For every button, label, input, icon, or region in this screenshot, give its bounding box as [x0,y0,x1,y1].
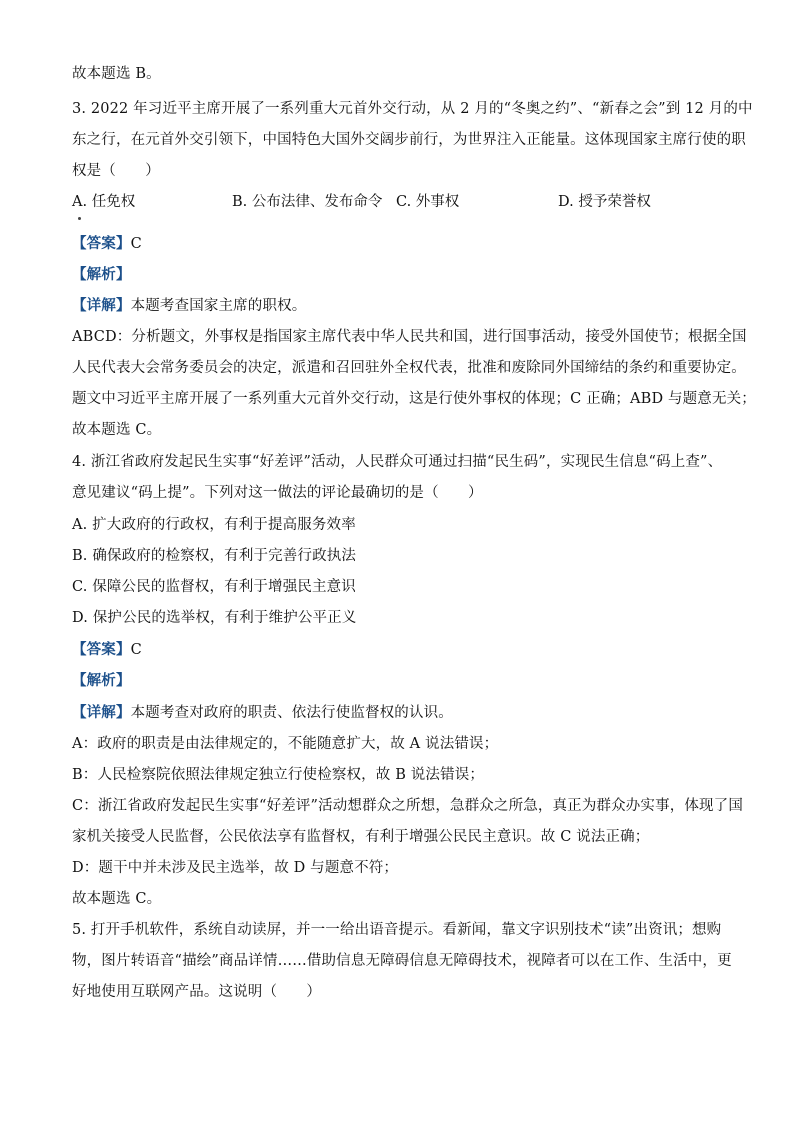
bullet-dot [78,217,81,220]
detail-text: 本题考查国家主席的职权。 [130,298,307,314]
question-5-stem: 5. 打开手机软件，系统自动读屏，并一一给出语音提示。看新闻，靠文字识别技术“读”出资讯；想购 [72,922,722,938]
option-c: C. 外事权 [396,194,460,210]
option-d: D. 保护公民的选举权，有利于维护公平正义 [72,610,357,626]
explanation-line: 故本题选 C。 [72,891,162,907]
analysis-tag: 【解析】 [72,267,131,283]
detail-tag: 【详解】 [72,298,131,314]
detail-tag: 【详解】 [72,705,131,721]
detail-line [72,703,732,723]
question-3-stem: 3. 2022 年习近平主席开展了一系列重大元首外交行动，从 2 月的“冬奥之约”、“新春之会”到 12 月的中 [72,101,753,117]
explanation-line: 家机关接受人民监督，公民依法享有监督权，有利于增强公民民主意识。故 C 说法正确； [72,829,650,845]
option-b: B. 确保政府的检察权，有利于完善行政执法 [72,548,357,564]
explanation-line: ABCD：分析题文，外事权是指国家主席代表中华人民共和国，进行国事活动，接受外国使节；根据全国 [72,329,747,345]
text-line: 故本题选 B。 [72,66,161,82]
option-c: C. 保障公民的监督权，有利于增强民主意识 [72,579,356,595]
analysis-tag: 【解析】 [72,673,131,689]
option-b: B. 公布法律、发布命令 [232,194,383,210]
question-5-stem: 物，图片转语音“描绘”商品详情……借助信息无障碍信息无障碍技术，视障者可以在工作、生活中，更 [72,953,732,969]
question-4-stem: 意见建议“码上提”。下列对这一做法的评论最确切的是（ ） [72,485,483,501]
option-a: A. 任免权 [72,194,136,210]
question-5-stem: 好地使用互联网产品。这说明（ ） [72,984,322,1000]
answer-value: C [130,236,142,252]
explanation-line: B：人民检察院依照法律规定独立行使检察权，故 B 说法错误； [72,767,485,783]
option-a: A. 扩大政府的行政权，有利于提高服务效率 [72,517,356,533]
option-d: D. 授予荣誉权 [558,194,651,210]
explanation-line: D：题干中并未涉及民主选举，故 D 与题意不符； [72,860,399,876]
answer-tag: 【答案】 [72,642,131,658]
answer-value: C [130,642,142,658]
detail-line [72,296,732,316]
answer-line [72,234,732,254]
answer-line [72,640,732,660]
analysis-heading [72,671,732,691]
explanation-line: 人民代表大会常务委员会的决定，派遣和召回驻外全权代表，批准和废除同外国缔结的条约和重要协定。 [72,360,746,376]
explanation-line: 题文中习近平主席开展了一系列重大元首外交行动，这是行使外事权的体现；C 正确；ABD 与题意无关； [72,391,756,407]
question-4-stem: 4. 浙江省政府发起民生实事“好差评”活动，人民群众可通过扫描“民生码”，实现民生信息“码上查”、 [72,454,723,470]
explanation-line: C：浙江省政府发起民生实事“好差评”活动想群众之所想，急群众之所急，真正为群众办实事，体现了国 [72,798,743,814]
question-3-stem: 权是（ ） [72,163,160,179]
detail-text: 本题考查对政府的职责、依法行使监督权的认识。 [130,705,453,721]
analysis-heading [72,265,732,285]
answer-tag: 【答案】 [72,236,131,252]
explanation-line: A：政府的职责是由法律规定的，不能随意扩大，故 A 说法错误； [72,736,499,752]
explanation-line: 故本题选 C。 [72,422,162,438]
question-3-stem: 东之行，在元首外交引领下，中国特色大国外交阔步前行，为世界注入正能量。这体现国家主席行使的职 [72,132,746,148]
